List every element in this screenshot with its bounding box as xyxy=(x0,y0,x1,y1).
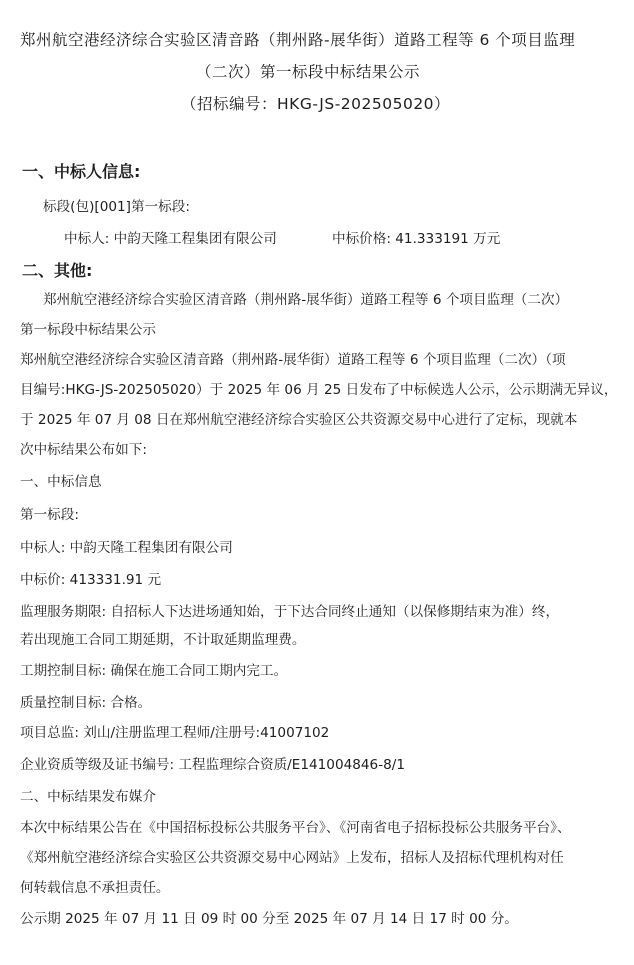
paragraph-line: 二、中标结果发布媒介 xyxy=(20,789,156,805)
paragraph-line: 中标价: 413331.91 元 xyxy=(20,572,162,588)
document-title-line-1: 郑州航空港经济综合实验区清音路（荆州路-展华街）道路工程等 6 个项目监理 xyxy=(20,31,576,49)
section-2-heading: 二、其他: xyxy=(22,261,93,280)
paragraph-line: 次中标结果公布如下: xyxy=(20,442,147,458)
paragraph-line: 本次中标结果公告在《中国招标投标公共服务平台》、《河南省电子招标投标公共服务平台》、 xyxy=(20,820,571,836)
section-1-package: 标段(包)[001]第一标段: xyxy=(43,199,190,215)
paragraph-line: 工期控制目标: 确保在施工合同工期内完工。 xyxy=(20,663,288,679)
section-1-winner: 中标人: 中韵天隆工程集团有限公司 xyxy=(64,231,277,247)
section-1-price: 中标价格: 41.333191 万元 xyxy=(332,231,501,247)
paragraph-line: 第一标段: xyxy=(20,507,79,523)
paragraph-line: 目编号:HKG-JS-202505020）于 2025 年 06 月 25 日发布了中标候选人公示，公示期满无异议， xyxy=(20,382,618,398)
paragraph-line: 何转载信息不承担责任。 xyxy=(20,880,170,896)
paragraph-line: 郑州航空港经济综合实验区清音路（荆州路-展华街）道路工程等 6 个项目监理（二次） xyxy=(43,292,569,308)
paragraph-line: 郑州航空港经济综合实验区清音路（荆州路-展华街）道路工程等 6 个项目监理（二次）（项 xyxy=(20,352,566,368)
paragraph-line: 若出现施工合同工期延期，不计取延期监理费。 xyxy=(20,632,306,648)
paragraph-line: 项目总监: 刘山/注册监理工程师/注册号:41007102 xyxy=(20,725,330,741)
document-title-line-3: （招标编号：HKG-JS-202505020） xyxy=(181,95,451,113)
paragraph-line: 公示期 2025 年 07 月 11 日 09 时 00 分至 2025 年 07 月 14 日 17 时 00 分。 xyxy=(20,911,518,927)
paragraph-line: 一、中标信息 xyxy=(20,474,102,490)
paragraph-line: 《郑州航空港经济综合实验区公共资源交易中心网站》上发布，招标人及招标代理机构对任 xyxy=(20,850,564,866)
paragraph-line: 企业资质等级及证书编号: 工程监理综合资质/E141004846-8/1 xyxy=(20,757,405,773)
paragraph-line: 于 2025 年 07 月 08 日在郑州航空港经济综合实验区公共资源交易中心进行了定标，现就本 xyxy=(20,412,578,428)
section-1-heading: 一、中标人信息: xyxy=(22,162,141,181)
paragraph-line: 监理服务期限: 自招标人下达进场通知始，于下达合同终止通知（以保修期结束为准）终， xyxy=(20,604,560,620)
document-title-line-2: （二次）第一标段中标结果公示 xyxy=(196,63,421,81)
paragraph-line: 中标人: 中韵天隆工程集团有限公司 xyxy=(20,540,233,556)
paragraph-line: 第一标段中标结果公示 xyxy=(20,322,156,338)
paragraph-line: 质量控制目标: 合格。 xyxy=(20,695,152,711)
